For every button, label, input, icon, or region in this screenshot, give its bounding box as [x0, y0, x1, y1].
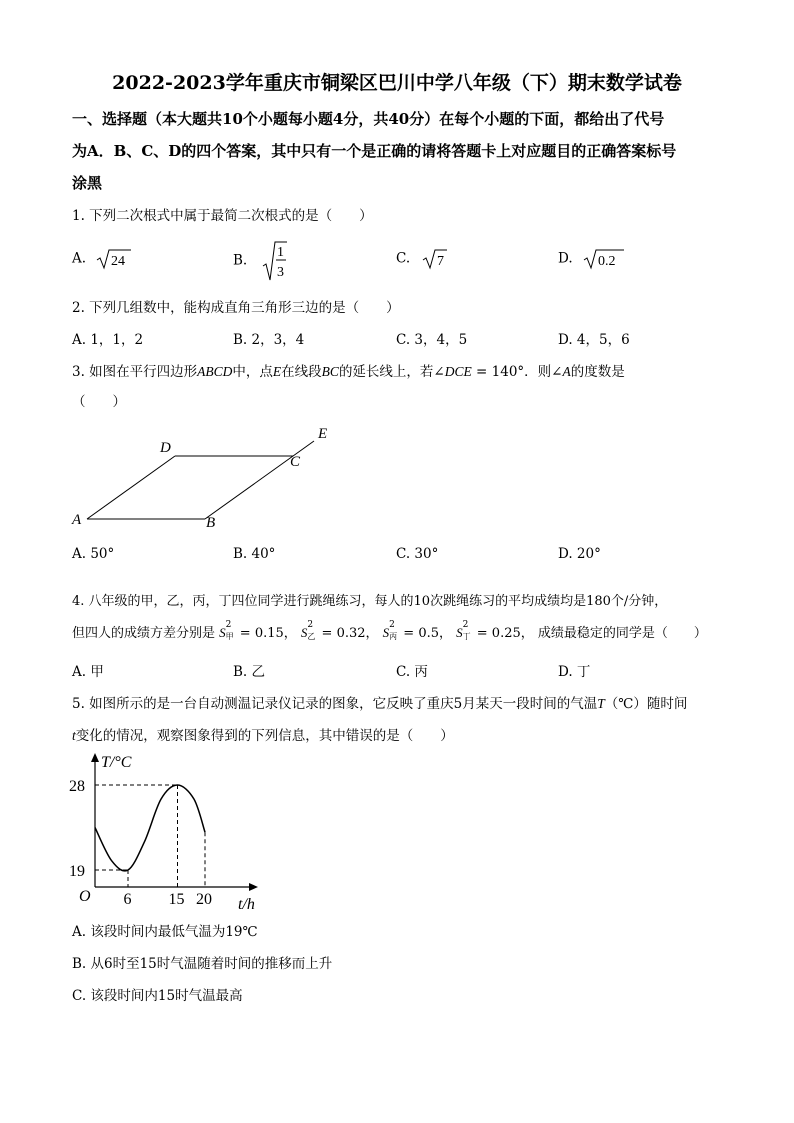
q5-option-c: C. 该段时间内15时气温最高: [72, 988, 243, 1004]
q2-option-d: D. 4，5，6: [558, 332, 630, 348]
x-tick-label: 6: [123, 891, 132, 908]
q5-line1: 5. 如图所示的是一台自动测温记录仪记录的图象，它反映了重庆5月某天一段时间的气温T（℃）随时间: [72, 696, 688, 712]
page-title: 2022-2023学年重庆市铜梁区巴川中学八年级（下）期末数学试卷: [112, 72, 682, 94]
section-header-line3: 涂黑: [72, 174, 103, 192]
variance-ding: S 2 丁 = 0.25，: [456, 619, 534, 641]
q3-option-d: D. 20°: [558, 546, 601, 562]
temperature-curve: [95, 785, 205, 871]
q1-option-c: C. 7: [396, 248, 448, 270]
q2-stem: 2. 下列几组数中，能构成直角三角形三边的是（ ）: [72, 300, 400, 316]
y-tick-label: 28: [69, 778, 85, 795]
y-axis-label: T/°C: [101, 754, 132, 771]
origin-label: O: [79, 888, 91, 905]
q3-option-a: A. 50°: [72, 546, 115, 562]
q3-option-c: C. 30°: [396, 546, 439, 562]
q1-option-b: B. 1 3: [233, 240, 288, 282]
q5-line2: t变化的情况，观察图象得到的下列信息，其中错误的是（ ）: [72, 728, 454, 744]
x-tick-label: 15: [168, 891, 185, 908]
q4-line1: 4. 八年级的甲，乙，丙，丁四位同学进行跳绳练习，每人的10次跳绳练习的平均成绩均是180个/分钟，: [72, 594, 668, 609]
label-a: A: [72, 512, 82, 528]
q3-parallelogram-figure: [60, 416, 350, 536]
q5-temperature-chart: [62, 745, 262, 910]
q3-stem: 3. 如图在平行四边形ABCD中，点E在线段BC的延长线上，若∠DCE = 140°．则∠A的度数是: [72, 364, 625, 380]
variance-yi: S 2 乙 = 0.32，: [300, 619, 379, 641]
q4-option-c: C. 丙: [396, 664, 428, 680]
q5-option-a: A. 该段时间内最低气温为19℃: [72, 924, 258, 940]
section-header-line2: 为A．B、C、D的四个答案，其中只有一个是正确的请将答题卡上对应题目的正确答案标号: [72, 142, 677, 160]
x-axis-arrow: [249, 883, 258, 891]
q1-d-radicand: 0.2: [597, 254, 616, 269]
q1-option-a: A. 24: [72, 248, 132, 270]
sqrt-icon: [96, 248, 132, 270]
label-b: B: [206, 515, 216, 531]
q2-option-a: A. 1，1，2: [72, 332, 144, 348]
label-c: C: [290, 454, 301, 470]
variance-bing: S 2 丙 = 0.5，: [382, 619, 452, 641]
q2-option-c: C. 3，4，5: [396, 332, 468, 348]
y-axis-arrow: [91, 753, 99, 762]
q1-c-radicand: 7: [437, 254, 445, 269]
segment-ad: [87, 456, 175, 519]
q2-option-b: B. 2，3，4: [233, 332, 305, 348]
label-e: E: [318, 426, 328, 442]
x-tick-label: 20: [196, 891, 212, 908]
q3-option-b: B. 40°: [233, 546, 276, 562]
q5-option-b: B. 从6时至15时气温随着时间的推移而上升: [72, 956, 333, 972]
q1-a-radicand: 24: [111, 254, 126, 269]
q3-paren: （ ）: [72, 394, 126, 410]
sqrt-icon: [583, 248, 625, 270]
q4-line2: 但四人的成绩方差分别是 S 2 甲 = 0.15， S 2 乙 = 0.32， S 2 丙 = 0.5， S 2 丁 = 0.25， 成绩最稳定的同学是（ ）: [72, 619, 707, 641]
variance-jia: S 2 甲 = 0.15，: [219, 619, 297, 641]
q1-b-numerator: 1: [276, 245, 284, 260]
q4-option-d: D. 丁: [558, 664, 591, 680]
segment-be: [205, 441, 314, 519]
sqrt-icon: [422, 248, 448, 270]
q1-stem: 1. 下列二次根式中属于最简二次根式的是（ ）: [72, 208, 373, 224]
q1-option-d: D. 0.2: [558, 248, 625, 270]
y-tick-label: 19: [69, 863, 85, 880]
label-d: D: [160, 440, 171, 456]
dashed-guides: [95, 785, 205, 887]
q1-b-denominator: 3: [276, 265, 284, 280]
q4-option-b: B. 乙: [233, 664, 266, 680]
q4-option-a: A. 甲: [72, 664, 104, 680]
sqrt-fraction-icon: [262, 240, 288, 282]
section-header-line1: 一、选择题（本大题共10个小题每小题4分，共40分）在每个小题的下面，都给出了代号: [72, 110, 665, 128]
x-axis-label: t/h: [238, 896, 255, 910]
